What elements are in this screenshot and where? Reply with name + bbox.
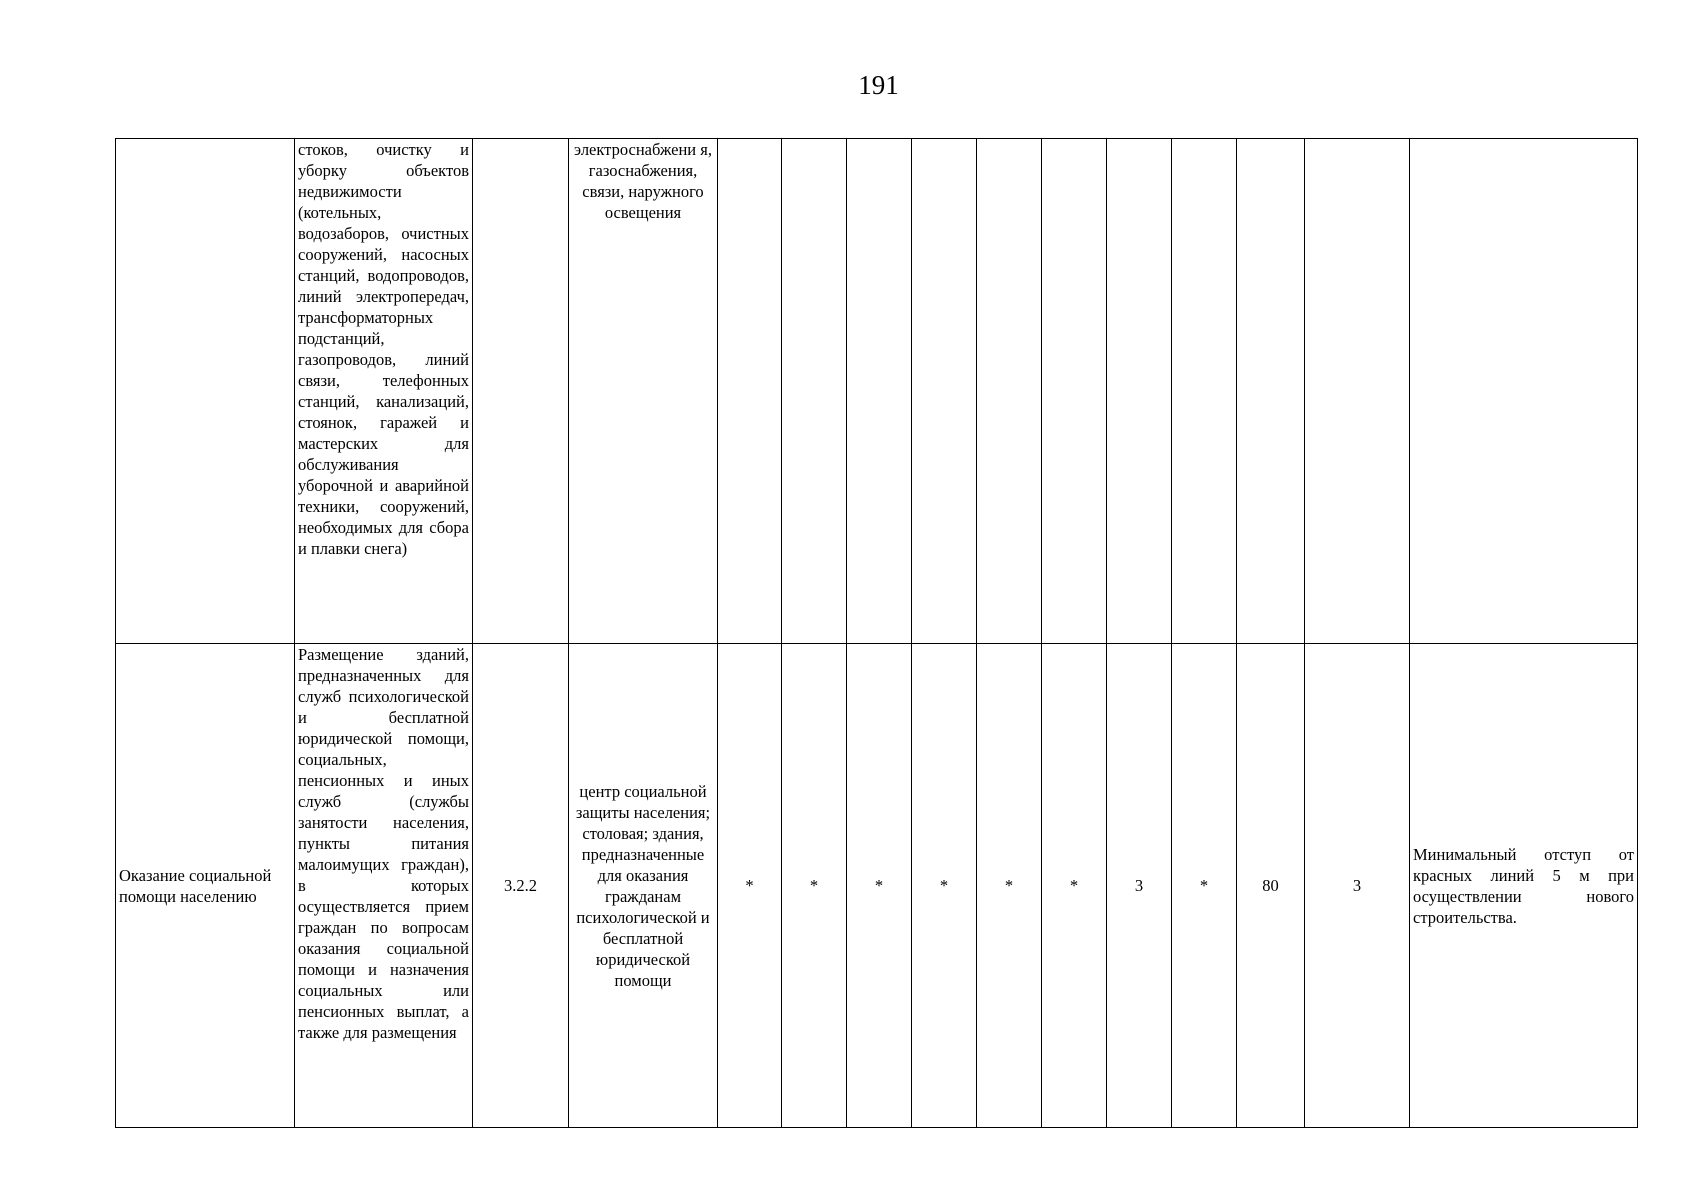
table-row [116, 139, 1638, 644]
param-cell [1172, 139, 1237, 644]
param-cell [1237, 139, 1305, 644]
row-code-cell: 3.2.2 [473, 644, 569, 1128]
table-row [116, 644, 1638, 1128]
param-cell [977, 139, 1042, 644]
row-name-cell [116, 139, 295, 644]
param-cell: * [1042, 644, 1107, 1128]
param-cell: * [718, 644, 782, 1128]
param-cell [847, 139, 912, 644]
land-use-table [115, 138, 1638, 1128]
row-description-cell: Размещение зданий, предназначенных для служб психологической и бесплатной юридической помощи, социальных, пенсионных и иных служб (службы занятости населения, пункты питания малоимущих граждан), в которых осуществляется прием граждан по вопросам оказания социальной помощи и назначения социальных или пенсионных выплат, а также для размещения [295, 644, 473, 1128]
param-cell: * [782, 644, 847, 1128]
param-cell: * [1172, 644, 1237, 1128]
param-cell [1107, 139, 1172, 644]
param-cell [1305, 139, 1410, 644]
param-cell: * [912, 644, 977, 1128]
param-cell [1042, 139, 1107, 644]
row-objects-cell: электроснабжени я, газоснабжения, связи, наружного освещения [569, 139, 718, 644]
param-cell: 80 [1237, 644, 1305, 1128]
param-cell: * [847, 644, 912, 1128]
param-cell [912, 139, 977, 644]
param-cell [782, 139, 847, 644]
page-number: 191 [858, 70, 899, 100]
row-objects-cell: центр социальной защиты населения; столовая; здания, предназначенные для оказания гражданам психологической и бесплатной юридической помощи [569, 644, 718, 1128]
param-cell: 3 [1107, 644, 1172, 1128]
row-notes-cell: Минимальный отступ от красных линий 5 м при осуществлении нового строительства. [1410, 644, 1638, 1128]
row-code-cell [473, 139, 569, 644]
row-notes-cell [1410, 139, 1638, 644]
param-cell: 3 [1305, 644, 1410, 1128]
param-cell: * [977, 644, 1042, 1128]
param-cell [718, 139, 782, 644]
row-name-cell: Оказание социальной помощи населению [116, 644, 295, 1128]
row-description-cell: стоков, очистку и уборку объектов недвижимости (котельных, водозаборов, очистных сооружений, насосных станций, водопроводов, линий электропередач, трансформаторных подстанций, газопроводов, линий связи, телефонных станций, канализаций, стоянок, гаражей и мастерских для обслуживания уборочной и аварийной техники, сооружений, необходимых для сбора и плавки снега) [295, 139, 473, 644]
